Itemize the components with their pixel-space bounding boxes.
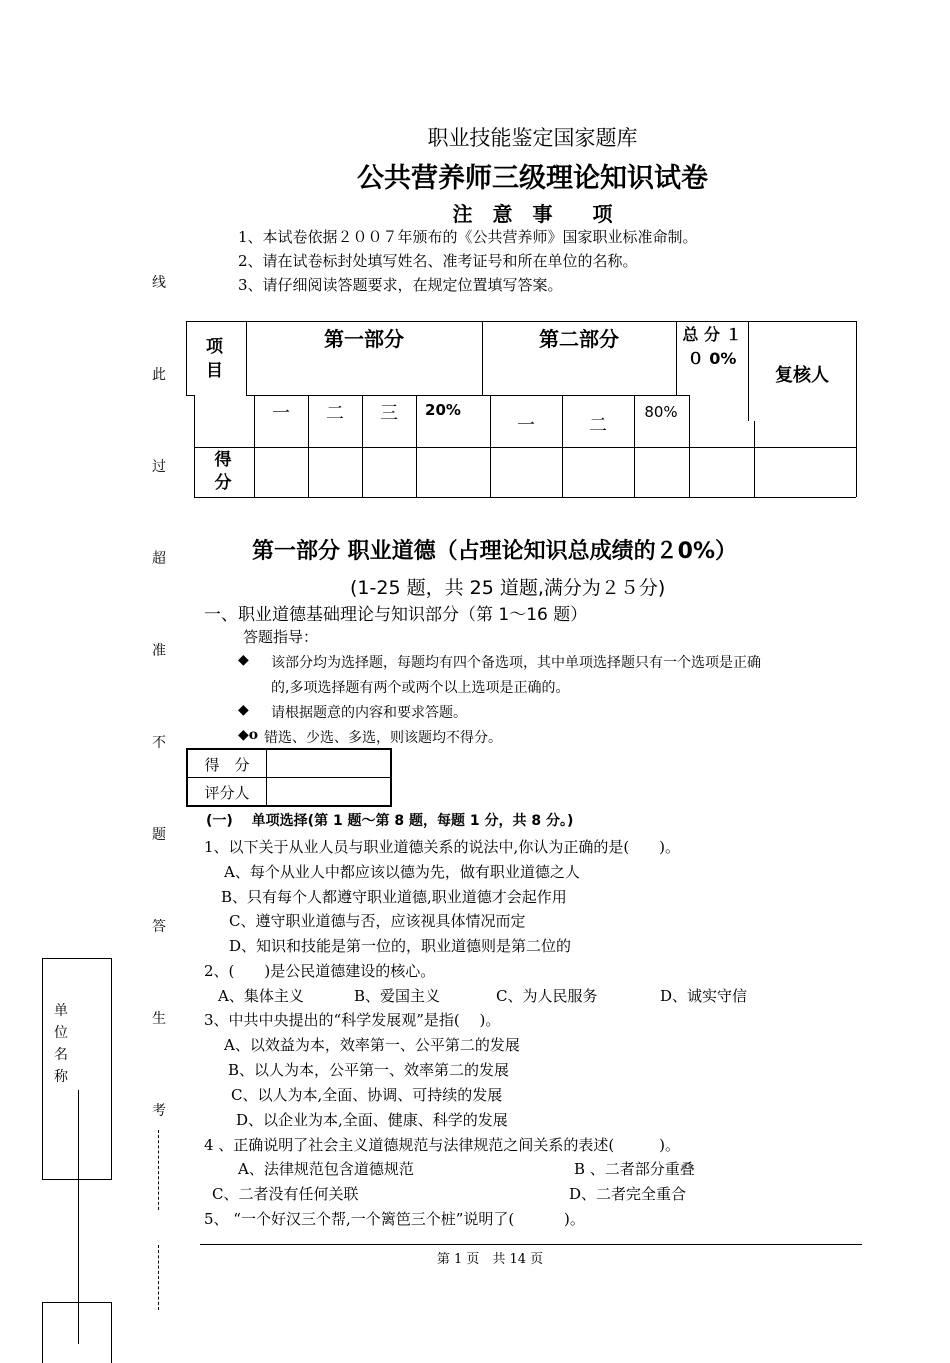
binding-char: 答 [152, 919, 166, 935]
option: C、为人民服务 [496, 987, 598, 1005]
score-label: 得分 [214, 450, 232, 493]
option: C、遵守职业道德与否，应该视具体情况而定 [229, 912, 526, 930]
binding-char: 准 [152, 643, 166, 659]
small-score-table [186, 748, 392, 807]
bullet-icon: ◆ [238, 702, 249, 718]
small-grader-label: 评分人 [204, 784, 250, 802]
part1-subtitle: (1-25 题，共 25 道题,满分为２５分) [350, 577, 666, 599]
part2-header: 第二部分 [539, 327, 619, 351]
option: B、爱国主义 [354, 987, 441, 1005]
binding-char: 生 [152, 1011, 166, 1027]
bullet-icon: ◆ [238, 652, 249, 668]
option: B、以人为本，公平第一、效率第二的发展 [228, 1061, 510, 1079]
notice-title: 注 意 事 项 [452, 202, 613, 226]
bullet-text-3: 错选、少选、多选，则该题均不得分。 [264, 730, 502, 746]
small-score-label: 得 分 [204, 756, 250, 774]
item-label: 项目 [206, 337, 223, 381]
name-box [42, 1302, 112, 1363]
footer-rule [200, 1244, 862, 1245]
option: A、集体主义 [218, 987, 304, 1005]
binding-char: 超 [152, 551, 166, 567]
option: D、二者完全重合 [569, 1185, 687, 1203]
binding-char: 过 [152, 459, 166, 475]
total-header: 总 分 １０ 0% [682, 325, 742, 368]
bullet-text-2: 请根据题意的内容和要求答题。 [271, 705, 467, 721]
bullet-icon: ◆o [238, 727, 259, 743]
part1-title: 第一部分 职业道德（占理论知识总成绩的２0%） [252, 539, 738, 564]
question-3: 3、中共中央提出的“科学发展观”是指( )。 [204, 1011, 501, 1029]
binding-dash [158, 1130, 159, 1210]
section-title: 一、职业道德基础理论与知识部分（第 1～16 题） [204, 605, 588, 625]
binding-char: 此 [152, 367, 166, 383]
bullet-text-1: 该部分均为选择题，每题均有四个备选项，其中单项选择题只有一个选项是正确 [271, 655, 761, 671]
question-2: 2、( )是公民道德建设的核心。 [204, 962, 436, 980]
option: B、只有每个人都遵守职业道德,职业道德才会起作用 [221, 888, 567, 906]
score-table [186, 321, 857, 497]
notice-2: 2、请在试卷标封处填写姓名、准考证号和所在单位的名称。 [238, 252, 638, 270]
option: A、以效益为本，效率第一、公平第二的发展 [224, 1036, 520, 1054]
option: D、知识和技能是第一位的，职业道德则是第二位的 [229, 937, 572, 955]
notice-1: 1、本试卷依据２００７年颁布的《公共营养师》国家职业标准命制。 [238, 228, 698, 246]
reviewer-header: 复核人 [775, 365, 829, 386]
exam-title: 公共营养师三级理论知识试卷 [357, 163, 708, 194]
binding-char: 题 [152, 827, 166, 843]
option: D、诚实守信 [660, 987, 748, 1005]
guide-label: 答题指导： [243, 628, 319, 646]
sub-3: 三 [380, 403, 398, 424]
library-title: 职业技能鉴定国家题库 [427, 126, 638, 150]
question-5: 5、 “一个好汉三个帮,一个篱笆三个桩”说明了( )。 [204, 1210, 585, 1228]
sub-p2-2: 二 [589, 415, 607, 436]
sub-20pct: 20% [425, 401, 461, 419]
page-number: 第 1 页 共 14 页 [436, 1252, 544, 1267]
option: D、以企业为本,全面、健康、科学的发展 [236, 1111, 508, 1129]
question-1: 1、以下关于从业人员与职业道德关系的说法中,你认为正确的是( )。 [204, 838, 681, 856]
question-4: 4 、正确说明了社会主义道德规范与法律规范之间关系的表述( )。 [204, 1136, 681, 1154]
option: A、法律规范包含道德规范 [238, 1160, 414, 1178]
binding-char: 线 [152, 275, 166, 291]
option: A、每个从业人中都应该以德为先，做有职业道德之人 [224, 863, 580, 881]
unit-name-label: 单 位 名 称 [54, 1003, 68, 1085]
bullet-text-1b: 的,多项选择题有两个或两个以上选项是正确的。 [271, 680, 570, 696]
notice-3: 3、请仔细阅读答题要求，在规定位置填写答案。 [238, 276, 563, 294]
binding-char: 考 [152, 1103, 166, 1119]
sub-p2-1: 一 [517, 415, 535, 436]
sub-1: 一 [272, 403, 290, 424]
part1-header: 第一部分 [324, 327, 404, 351]
section1-title: (一) 单项选择(第 1 题～第 8 题，每题 1 分，共 8 分。) [206, 813, 574, 829]
sub-80pct: 80% [644, 403, 678, 421]
sub-2: 二 [326, 403, 344, 424]
option: C、二者没有任何关联 [212, 1185, 359, 1203]
option: B 、二者部分重叠 [574, 1160, 695, 1178]
binding-char: 不 [152, 735, 166, 751]
option: C、以人为本,全面、协调、可持续的发展 [231, 1086, 503, 1104]
